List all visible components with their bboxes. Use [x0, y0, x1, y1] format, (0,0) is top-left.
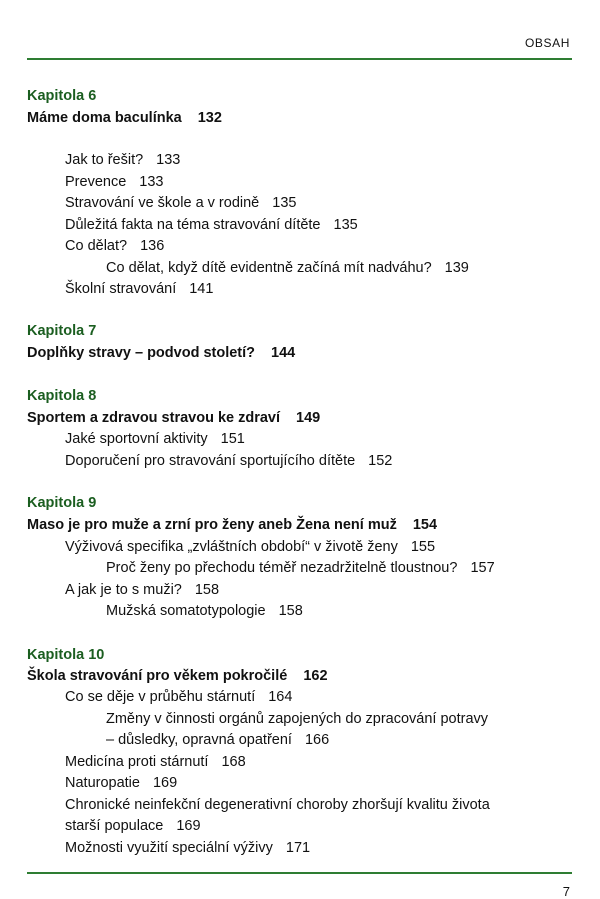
toc-entry[interactable]	[65, 172, 163, 192]
entry-text: Důležitá fakta na téma stravování dítěte	[65, 217, 321, 233]
chapter-6-title[interactable]	[27, 108, 222, 128]
entry-text: Možnosti využití speciální výživy	[65, 840, 273, 856]
toc-entry[interactable]	[65, 580, 219, 600]
bottom-rule	[27, 872, 572, 874]
toc-entry[interactable]	[65, 687, 292, 707]
page-ref: 152	[368, 453, 393, 469]
entry-text: Stravování ve škole a v rodině	[65, 195, 260, 211]
chapter-title-text: Maso je pro muže a zrní pro ženy aneb Žena není muž	[27, 517, 397, 533]
top-rule	[27, 58, 572, 60]
toc-subentry-cont[interactable]	[106, 730, 329, 750]
toc-entry-cont[interactable]	[65, 816, 201, 836]
chapter-9-title[interactable]	[27, 515, 437, 535]
page-ref: 133	[139, 174, 164, 190]
page-ref: 169	[176, 818, 201, 834]
chapter-title-text: Sportem a zdravou stravou ke zdraví	[27, 410, 281, 426]
section-header: OBSAH	[524, 36, 570, 50]
page-ref: 158	[278, 603, 303, 619]
toc-entry[interactable]	[65, 429, 245, 449]
entry-text: Výživová specifika „zvláštních období“ v životě ženy	[65, 539, 398, 555]
chapter-title-text: Doplňky stravy – podvod století?	[27, 345, 256, 361]
page-ref: 158	[194, 582, 220, 598]
entry-text: starší populace	[65, 818, 164, 834]
chapter-10-label: Kapitola 10	[27, 647, 105, 663]
chapter-9-label: Kapitola 9	[27, 495, 97, 511]
page-number: 7	[562, 884, 570, 899]
toc-entry[interactable]	[65, 193, 296, 213]
toc-subentry[interactable]	[106, 258, 469, 278]
entry-text: Jak to řešit?	[65, 152, 144, 168]
chapter-8-title[interactable]	[27, 408, 320, 428]
page-ref: 164	[268, 689, 293, 705]
entry-text: Změny v činnosti orgánů zapojených do zpracování potravy	[106, 711, 489, 727]
entry-text: Naturopatie	[65, 775, 140, 791]
page-ref: 166	[304, 732, 330, 748]
page-ref: 171	[285, 840, 311, 856]
entry-text: Co dělat, když dítě evidentně začíná mít nadváhu?	[106, 260, 432, 276]
page-ref: 157	[470, 560, 495, 576]
chapter-6-label: Kapitola 6	[27, 88, 97, 104]
chapter-10-title[interactable]	[27, 666, 328, 686]
page-ref: 162	[303, 668, 328, 684]
entry-text: Doporučení pro stravování sportujícího dítěte	[65, 453, 356, 469]
page-ref: 133	[156, 152, 181, 168]
toc-entry[interactable]	[65, 451, 392, 471]
toc-entry[interactable]	[65, 537, 435, 557]
toc-subentry[interactable]	[106, 709, 488, 729]
toc-entry[interactable]	[65, 215, 358, 235]
entry-text: Medicína proti stárnutí	[65, 754, 209, 770]
entry-text: – důsledky, opravná opatření	[106, 732, 292, 748]
toc-entry[interactable]	[65, 236, 164, 256]
toc-entry[interactable]	[65, 150, 180, 170]
page-ref: 139	[444, 260, 469, 276]
chapter-title-text: Máme doma baculínka	[27, 110, 182, 126]
page-ref: 132	[197, 110, 222, 126]
entry-text: Jaké sportovní aktivity	[65, 431, 208, 447]
page-ref: 168	[221, 754, 246, 770]
page-ref: 135	[272, 195, 297, 211]
page-ref: 144	[271, 345, 296, 361]
entry-text: Prevence	[65, 174, 127, 190]
chapter-7-label: Kapitola 7	[27, 323, 97, 339]
page-ref: 136	[140, 238, 165, 254]
page-ref: 135	[333, 217, 358, 233]
toc-subentry[interactable]	[106, 601, 303, 621]
toc-entry[interactable]	[65, 795, 490, 815]
page-ref: 149	[296, 410, 321, 426]
entry-text: Proč ženy po přechodu téměř nezadržitelně tloustnou?	[106, 560, 458, 576]
chapter-7-title[interactable]	[27, 343, 295, 363]
page-ref: 169	[152, 775, 178, 791]
toc-entry[interactable]	[65, 752, 246, 772]
toc-subentry[interactable]	[106, 558, 495, 578]
toc-entry[interactable]	[65, 773, 177, 793]
entry-text: Chronické neinfekční degenerativní choroby zhoršují kvalitu života	[65, 797, 490, 813]
entry-text: Mužská somatotypologie	[106, 603, 266, 619]
entry-text: Co dělat?	[65, 238, 128, 254]
page-ref: 154	[412, 517, 438, 533]
entry-text: A jak je to s muži?	[65, 582, 182, 598]
chapter-8-label: Kapitola 8	[27, 388, 97, 404]
chapter-title-text: Škola stravování pro věkem pokročilé	[27, 668, 288, 684]
page-ref: 141	[189, 281, 214, 297]
entry-text: Školní stravování	[65, 281, 177, 297]
page-ref: 155	[410, 539, 436, 555]
toc-entry[interactable]	[65, 279, 213, 299]
entry-text: Co se děje v průběhu stárnutí	[65, 689, 256, 705]
toc-entry[interactable]	[65, 838, 310, 858]
page-ref: 151	[220, 431, 245, 447]
